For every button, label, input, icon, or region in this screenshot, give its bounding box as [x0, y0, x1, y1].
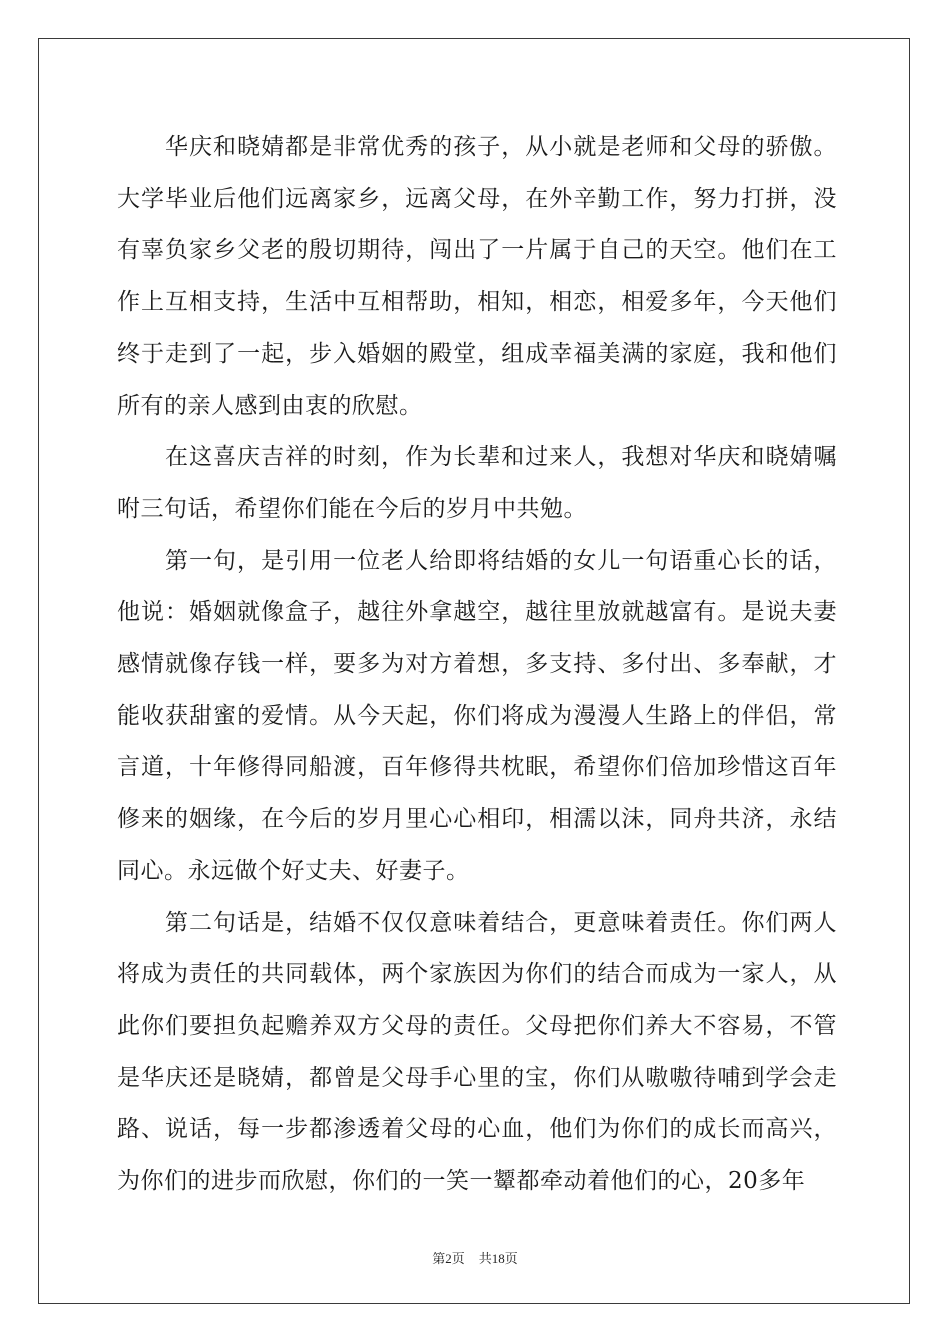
- page-total: 共18页: [478, 1251, 518, 1266]
- paragraph-3: 第一句，是引用一位老人给即将结婚的女儿一句语重心长的话，他说：婚姻就像盒子，越往外拿越空，越往里放就越富有。是说夫妻感情就像存钱一样，要多为对方着想，多支持、多付出、多奉献，才能收获甜蜜的爱情。从今天起，你们将成为漫漫人生路上的伴侣，常言道，十年修得同船渡，百年修得共枕眠，希望你们倍加珍惜这百年修来的姻缘，在今后的岁月里心心相印，相濡以沫，同舟共济，永结同心。永远做个好丈夫、好妻子。: [117, 547, 837, 884]
- page-footer: [0, 1248, 950, 1267]
- paragraph-4: 第二句话是，结婚不仅仅意味着结合，更意味着责任。你们两人将成为责任的共同载体，两个家族因为你们的结合而成为一家人，从此你们要担负起赡养双方父母的责任。父母把你们养大不容易，不管是华庆还是晓婧，都曾是父母手心里的宝，你们从嗷嗷待哺到学会走路、说话，每一步都渗透着父母的心血，他们为你们的成长而高兴，为你们的进步而欣慰，你们的一笑一颦都牵动着他们的心，20多年: [117, 909, 837, 1195]
- paragraph-2: 在这喜庆吉祥的时刻，作为长辈和过来人，我想对华庆和晓婧嘱咐三句话，希望你们能在今后的岁月中共勉。: [117, 444, 837, 522]
- document-body: [117, 122, 837, 1208]
- page-number: 第2页: [432, 1251, 465, 1266]
- paragraph-1: 华庆和晓婧都是非常优秀的孩子，从小就是老师和父母的骄傲。大学毕业后他们远离家乡，远离父母，在外辛勤工作，努力打拼，没有辜负家乡父老的殷切期待，闯出了一片属于自己的天空。他们在工作上互相支持，生活中互相帮助，相知，相恋，相爱多年，今天他们终于走到了一起，步入婚姻的殿堂，组成幸福美满的家庭，我和他们所有的亲人感到由衷的欣慰。: [117, 134, 837, 419]
